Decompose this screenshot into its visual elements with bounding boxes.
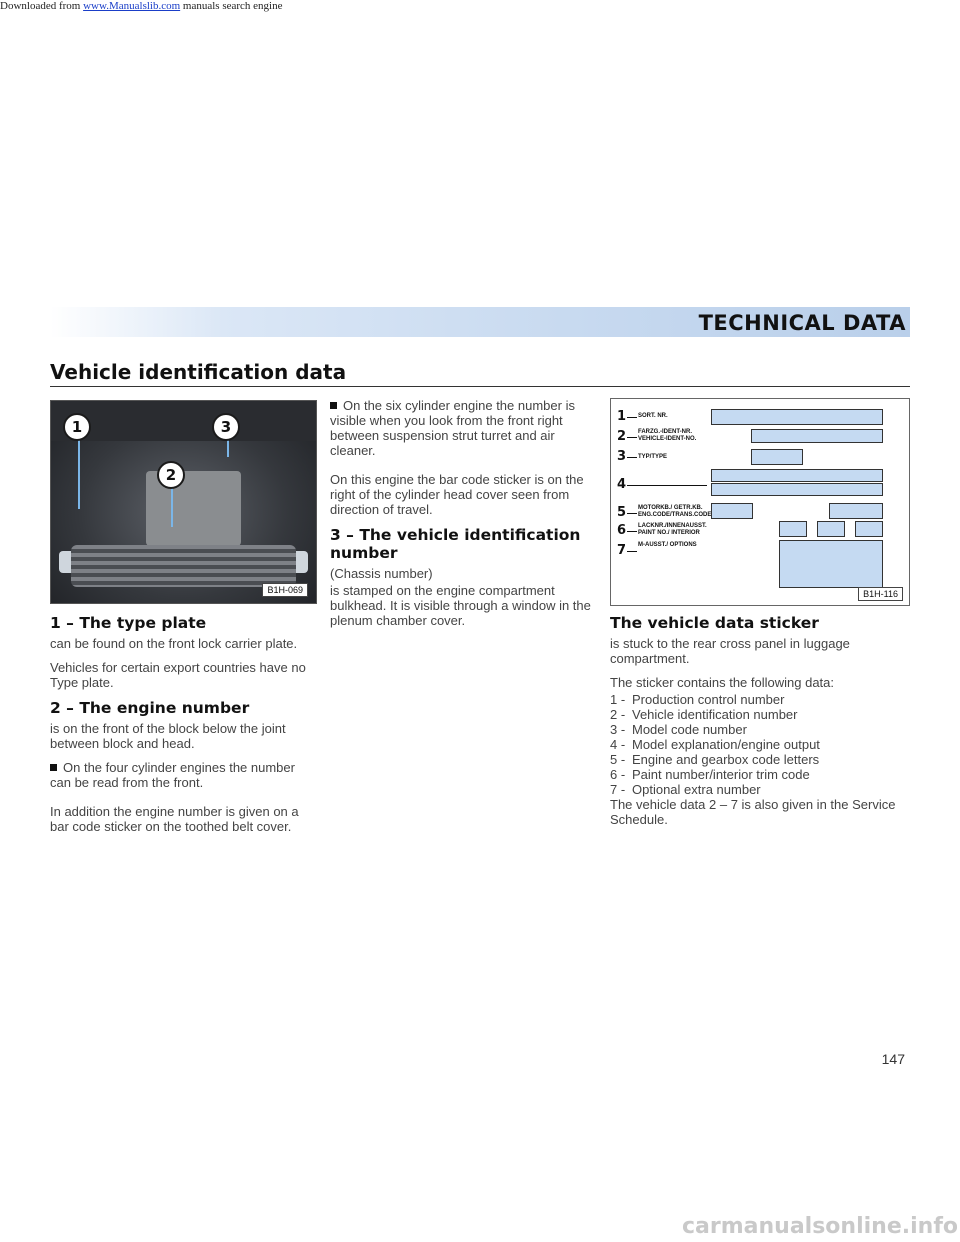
sticker-tick [627,513,637,514]
text-type-plate-export: Vehicles for certain export countries have no Type plate. [50,660,306,690]
column-3 [610,614,910,836]
sticker-label-5: MOTORKB./ GETR.KB. ENG.CODE/TRANS.CODE [638,505,712,518]
text-vin-location: is stamped on the engine compartment bulkhead. It is visible through a window in the plenum chamber cover. [330,583,591,628]
page-number: 147 [881,1051,905,1067]
sticker-num-4: 4 [617,477,627,492]
bullet-icon [50,764,57,771]
sticker-num-5: 5 [617,505,627,520]
list-item-text: Optional extra number [632,782,761,797]
sticker-label-6: LACKNR./INNENAUSST. PAINT NO./ INTERIOR [638,523,707,536]
text-bar-code: In addition the engine number is given on a bar code sticker on the toothed belt cover. [50,804,299,834]
sticker-tick [627,457,637,458]
photo-code: B1H-069 [262,583,308,597]
text-six-cylinder-sticker: On this engine the bar code sticker is on the right of the cylinder head cover seen from direction of travel. [330,472,584,517]
sticker-field-4b [711,483,883,496]
header-prefix: Downloaded from [0,0,81,12]
sticker-num-6: 6 [617,523,627,538]
banner-title: TECHNICAL DATA [698,311,906,335]
list-item-number: 4 - [610,737,626,752]
list-item-text: Production control number [632,692,785,707]
engine-bay-photo [50,400,317,604]
list-item-text: Model explanation/engine output [632,737,820,752]
list-item-number: 6 - [610,767,626,782]
sticker-tick [627,417,637,418]
text-chassis-number: (Chassis number) [330,566,433,581]
text-service-schedule: The vehicle data 2 – 7 is also given in the Service Schedule. [610,797,896,827]
list-item [610,722,910,737]
list-item [610,782,910,797]
callout-2: 2 [157,461,185,489]
list-item [610,737,910,752]
list-item-number: 5 - [610,752,626,767]
list-item-number: 7 - [610,782,626,797]
sticker-field-6c [855,521,883,537]
sticker-num-7: 7 [617,543,627,558]
bullet-icon [330,402,337,409]
list-item [610,752,910,767]
sticker-tick [627,551,637,552]
sticker-label-3: TYP/TYPE [638,454,668,460]
sticker-tick [627,437,637,438]
list-item [610,767,910,782]
header-suffix: manuals search engine [182,0,283,12]
sticker-field-5b [829,503,883,519]
list-item-number: 1 - [610,692,626,707]
sticker-tick [627,485,707,486]
column-2 [330,398,592,637]
download-header [0,0,282,12]
list-item-text: Paint number/interior trim code [632,767,810,782]
sticker-label-2: FARZG.-IDENT-NR. VEHICLE-IDENT-NO. [638,429,697,442]
heading-vin: 3 – The vehicle identification number [330,526,581,562]
sticker-code: B1H-116 [858,587,903,601]
sticker-data-list [610,692,910,797]
sticker-field-7 [779,540,883,588]
sticker-field-6a [779,521,807,537]
callout-3: 3 [212,413,240,441]
sticker-tick [627,531,637,532]
sticker-field-5a [711,503,753,519]
column-1 [50,614,312,843]
watermark: carmanualsonline.info [682,1214,958,1239]
list-item-number: 2 - [610,707,626,722]
vehicle-data-sticker-diagram [610,398,910,606]
text-engine-number-location: is on the front of the block below the joint between block and head. [50,721,286,751]
text-six-cylinder [330,398,592,458]
list-item-text: Engine and gearbox code letters [632,752,820,767]
photo-hood [51,401,316,441]
callout-1: 1 [63,413,91,441]
sticker-num-1: 1 [617,409,627,424]
list-item-text: Model code number [632,722,747,737]
list-item [610,707,910,722]
sticker-field-3 [751,449,803,465]
sticker-num-3: 3 [617,449,627,464]
photo-grille [71,545,296,587]
text-sticker-location: is stuck to the rear cross panel in luggage compartment. [610,636,850,666]
title-rule [50,386,910,387]
sticker-label-7: M-AUSST./ OPTIONS [638,542,697,548]
callout-line-2 [171,487,173,527]
list-item-number: 3 - [610,722,626,737]
heading-vehicle-data-sticker: The vehicle data sticker [610,614,819,632]
text-type-plate-location: can be found on the front lock carrier plate. [50,636,298,651]
manualslib-link[interactable]: www.Manualslib.com [83,0,181,12]
list-item [610,692,910,707]
sticker-label-1: SORT. NR. [638,413,668,419]
sticker-field-4a [711,469,883,482]
list-item-text: Vehicle identification number [632,707,798,722]
text-four-cylinder-body: On the four cylinder engines the number can be read from the front. [50,760,295,790]
text-four-cylinder [50,760,312,790]
heading-engine-number: 2 – The engine number [50,699,250,717]
text-sticker-contents: The sticker contains the following data: [610,675,835,690]
callout-line-1 [78,439,80,509]
sticker-num-2: 2 [617,429,627,444]
heading-type-plate: 1 – The type plate [50,614,207,632]
callout-line-3 [227,439,229,457]
sticker-field-2 [751,429,883,443]
sticker-field-1 [711,409,883,425]
sticker-field-6b [817,521,845,537]
section-title: Vehicle identification data [50,360,347,384]
text-six-cylinder-body: On the six cylinder engine the number is visible when you look from the front right between suspension strut turret and air cleaner. [330,398,575,458]
